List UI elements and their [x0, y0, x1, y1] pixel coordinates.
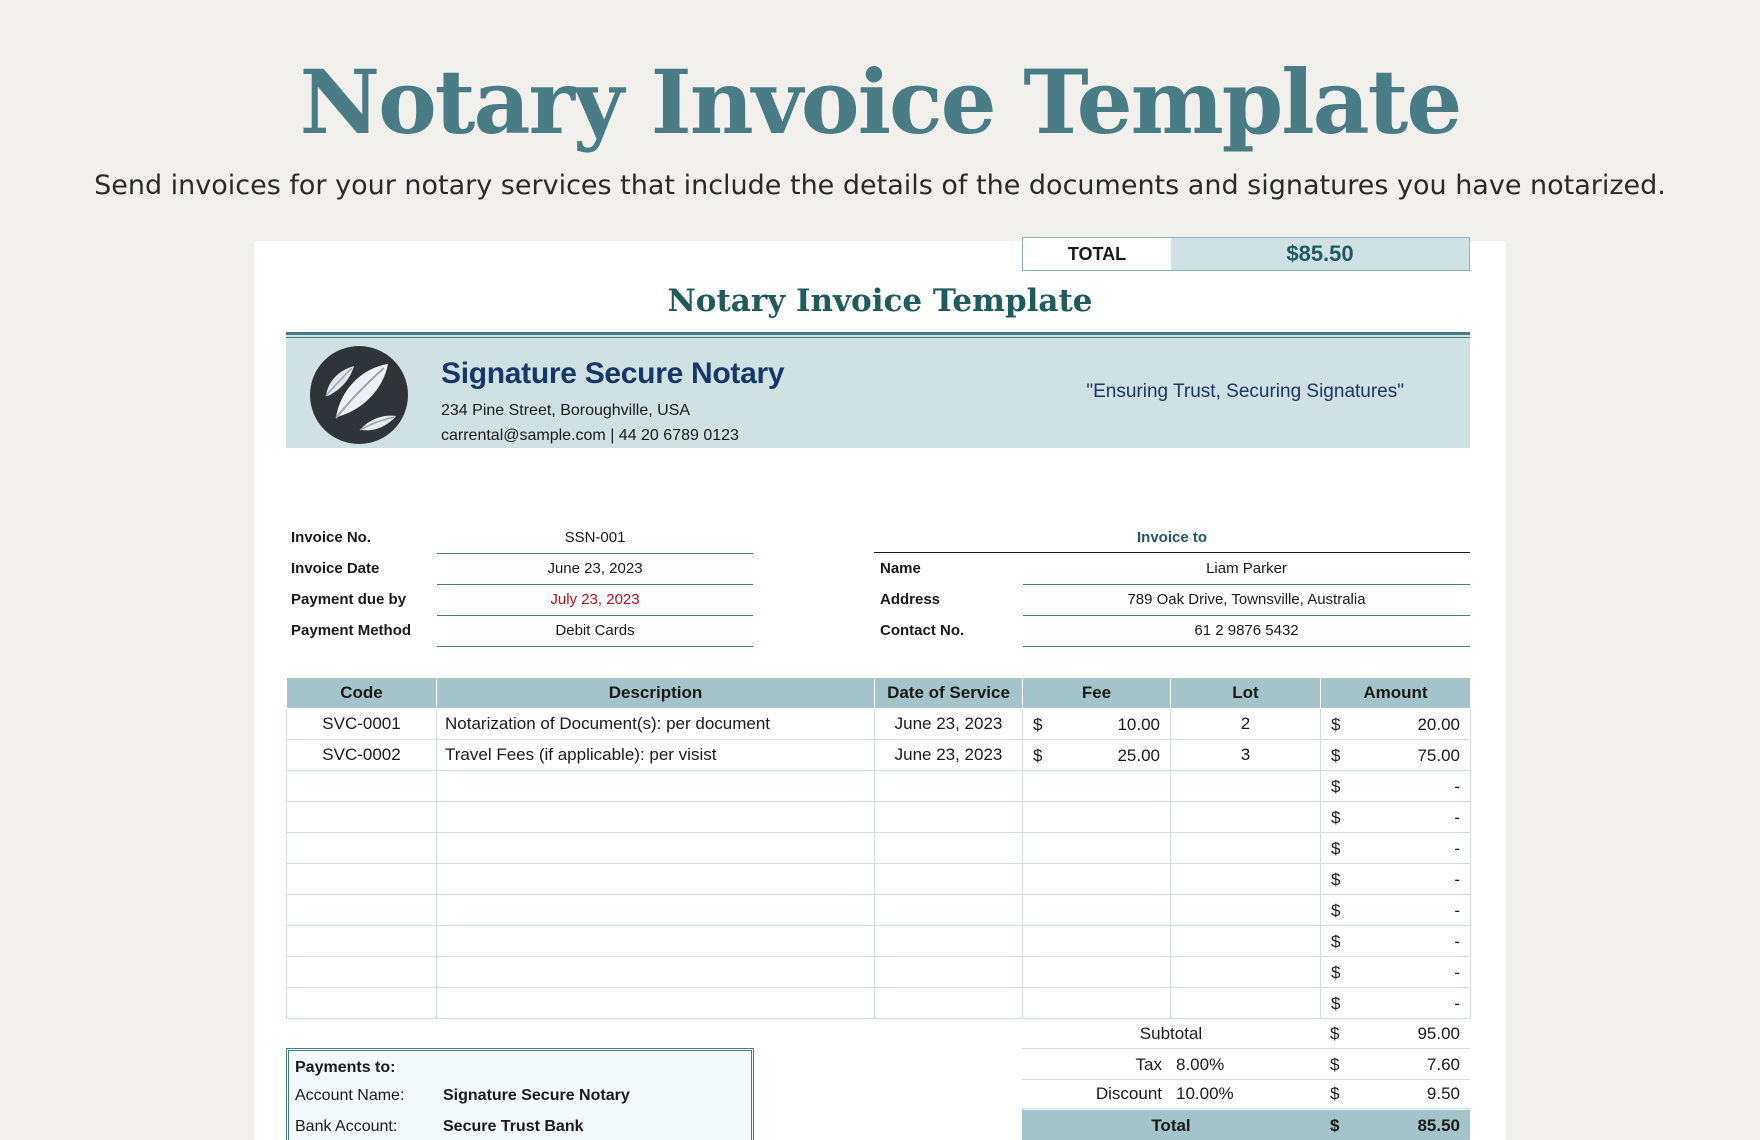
row-amount: - [1454, 870, 1460, 889]
currency-symbol: $ [1330, 1116, 1340, 1135]
row-amount: 75.00 [1417, 746, 1460, 765]
payments-heading: Payments to: [295, 1059, 396, 1076]
currency-symbol: $ [1331, 746, 1341, 765]
table-row [287, 957, 1471, 988]
company-address: 234 Pine Street, Boroughville, USA [441, 402, 691, 419]
discount-value: 9.50 [1426, 1084, 1460, 1103]
document-title: Notary Invoice Template [667, 283, 1093, 319]
invoice-number-label: Invoice No. [291, 529, 372, 546]
grand-total-value: 85.50 [1417, 1116, 1460, 1135]
table-row [287, 771, 1471, 802]
subtotal-row [1022, 1018, 1470, 1049]
row-amount: 20.00 [1417, 715, 1460, 734]
bank-account-label: Bank Account: [295, 1118, 398, 1135]
discount-label: Discount [1095, 1084, 1162, 1103]
total-value: $85.50 [1171, 238, 1469, 270]
currency-symbol: $ [1331, 932, 1341, 951]
table-row [287, 709, 1471, 740]
subtotal-value: 95.00 [1417, 1024, 1460, 1043]
client-name: Liam Parker [1023, 553, 1470, 585]
header-amount: Amount [1321, 678, 1471, 709]
header-fee: Fee [1023, 678, 1171, 709]
client-address: 789 Oak Drive, Townsville, Australia [1023, 584, 1470, 616]
account-name-label: Account Name: [295, 1087, 405, 1104]
row-code: SVC-0001 [322, 714, 401, 733]
grand-total-label: Total [1151, 1116, 1191, 1135]
row-date: June 23, 2023 [894, 714, 1003, 733]
currency-symbol: $ [1033, 715, 1043, 734]
company-name: Signature Secure Notary [441, 357, 785, 390]
currency-symbol: $ [1331, 715, 1341, 734]
table-row [287, 802, 1471, 833]
row-lot: 2 [1240, 714, 1251, 733]
currency-symbol: $ [1033, 746, 1043, 765]
discount-rate: 10.00% [1176, 1084, 1234, 1103]
tax-label: Tax [1135, 1055, 1162, 1074]
row-lot: 3 [1240, 745, 1251, 764]
payment-due-date: July 23, 2023 [437, 584, 753, 616]
row-fee: 10.00 [1117, 715, 1160, 734]
table-row [287, 740, 1471, 771]
table-row [287, 895, 1471, 926]
tax-row [1022, 1049, 1470, 1080]
currency-symbol: $ [1331, 994, 1341, 1013]
table-row [287, 833, 1471, 864]
payment-method: Debit Cards [437, 615, 753, 647]
invoice-date-label: Invoice Date [291, 560, 380, 577]
currency-symbol: $ [1331, 870, 1341, 889]
row-description: Travel Fees (if applicable): per visist [445, 745, 717, 764]
grand-total-row [1022, 1110, 1470, 1140]
company-header [286, 332, 1470, 448]
currency-symbol: $ [1331, 901, 1341, 920]
tax-rate: 8.00% [1176, 1055, 1225, 1074]
header-description: Description [437, 678, 875, 709]
client-contact: 61 2 9876 5432 [1023, 615, 1470, 647]
row-amount: - [1454, 808, 1460, 827]
header-date: Date of Service [875, 678, 1023, 709]
table-row [287, 926, 1471, 957]
invoice-number: SSN-001 [437, 522, 753, 554]
payment-due-label: Payment due by [291, 591, 407, 608]
table-row [287, 864, 1471, 895]
invoice-to-heading: Invoice to [874, 522, 1470, 553]
row-amount: - [1454, 963, 1460, 982]
header-lot: Lot [1171, 678, 1321, 709]
row-code: SVC-0002 [322, 745, 401, 764]
currency-symbol: $ [1331, 808, 1341, 827]
row-amount: - [1454, 777, 1460, 796]
currency-symbol: $ [1330, 1055, 1340, 1074]
subtotal-label: Subtotal [1139, 1024, 1203, 1043]
currency-symbol: $ [1330, 1084, 1340, 1103]
feather-quill-icon [310, 346, 408, 444]
client-contact-label: Contact No. [880, 622, 965, 639]
table-header-row [287, 678, 1471, 709]
row-amount: - [1454, 994, 1460, 1013]
payment-details-box [286, 1048, 754, 1140]
row-description: Notarization of Document(s): per document [445, 714, 771, 733]
banner-subtitle: Send invoices for your notary services that include the details of the documents and signatures you have notarized. [94, 170, 1666, 201]
tax-value: 7.60 [1426, 1055, 1460, 1074]
currency-symbol: $ [1330, 1024, 1340, 1043]
total-label: TOTAL [1023, 238, 1171, 270]
row-amount: - [1454, 932, 1460, 951]
header-code: Code [287, 678, 437, 709]
services-table [286, 677, 1471, 1019]
currency-symbol: $ [1331, 963, 1341, 982]
discount-row [1022, 1078, 1470, 1109]
currency-symbol: $ [1331, 839, 1341, 858]
client-address-label: Address [880, 591, 941, 608]
client-name-label: Name [880, 560, 921, 577]
bank-account: Secure Trust Bank [443, 1118, 584, 1135]
invoice-date: June 23, 2023 [437, 553, 753, 585]
account-name: Signature Secure Notary [443, 1087, 630, 1104]
row-amount: - [1454, 839, 1460, 858]
row-date: June 23, 2023 [894, 745, 1003, 764]
payment-method-label: Payment Method [291, 622, 412, 639]
company-slogan: "Ensuring Trust, Securing Signatures" [1086, 381, 1404, 402]
total-box [1022, 237, 1470, 271]
company-contact: carrental@sample.com | 44 20 6789 0123 [441, 427, 739, 444]
banner-title: Notary Invoice Template [299, 50, 1461, 154]
table-row [287, 988, 1471, 1019]
row-amount: - [1454, 901, 1460, 920]
currency-symbol: $ [1331, 777, 1341, 796]
row-fee: 25.00 [1117, 746, 1160, 765]
